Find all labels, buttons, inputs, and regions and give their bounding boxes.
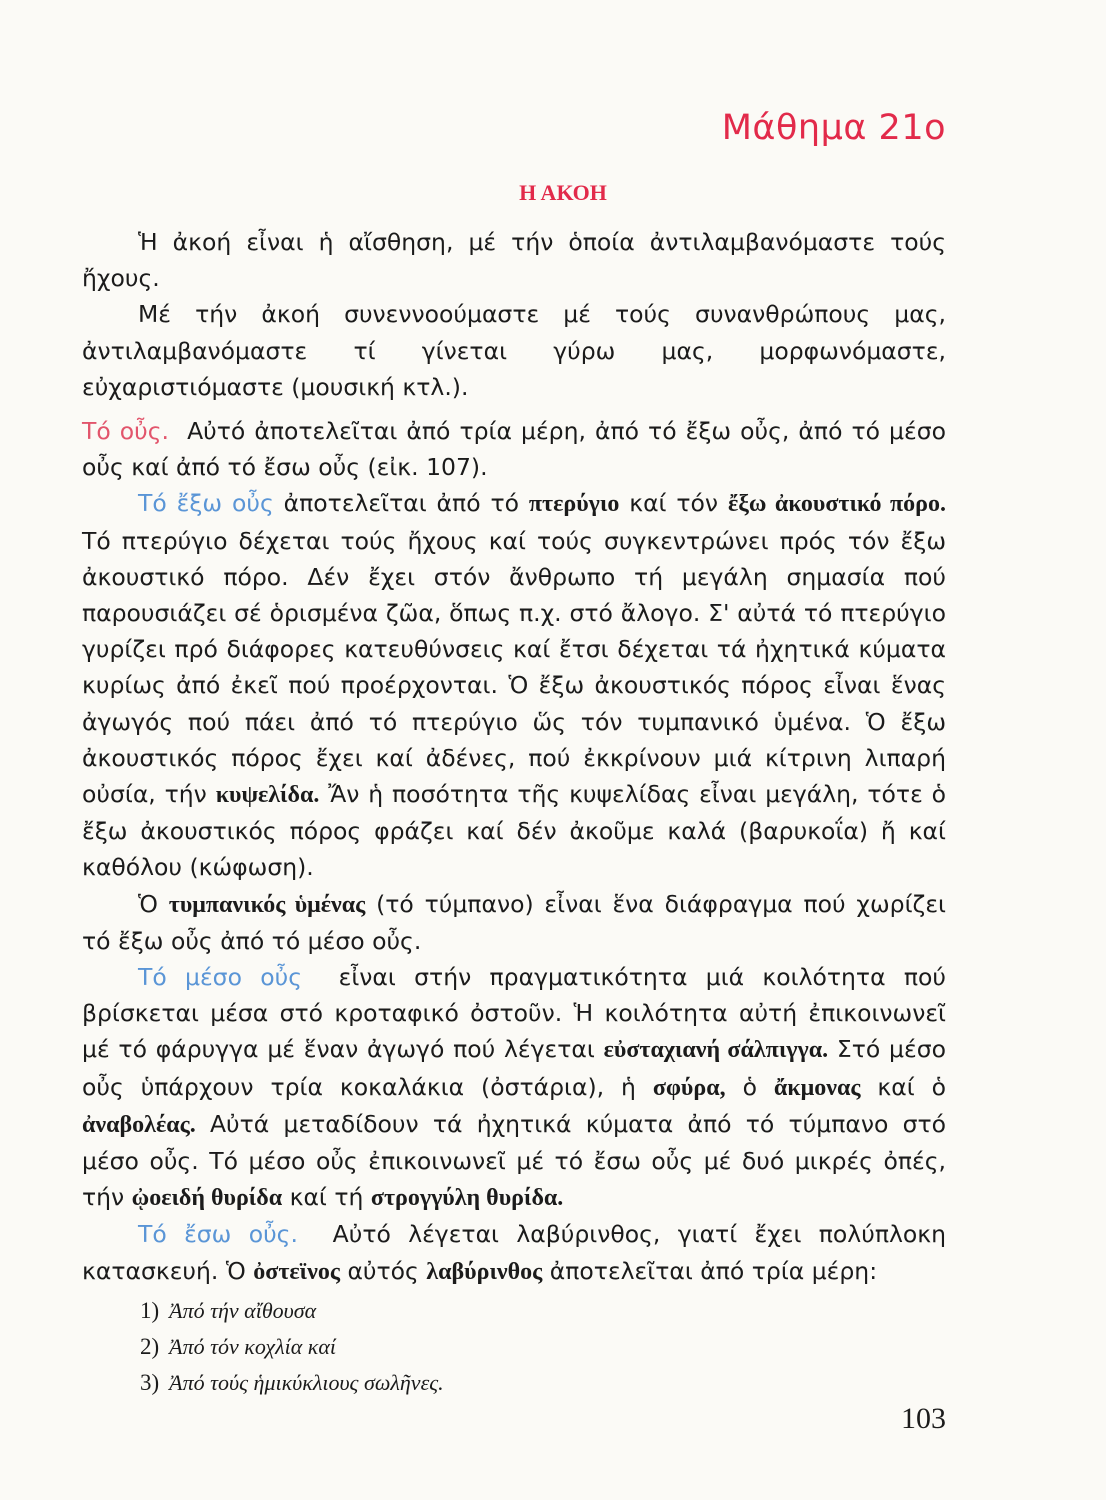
list-item [140, 1292, 946, 1328]
outer-text-4: Ἄν ἡ ποσότητα τῆς κυψελίδας εἶναι μεγάλη, τότε ὁ ἔξω ἀκουστικός πόρος φράζει καί δέν ἀκοῦμε καλά (βαρυκοΐα) ἤ καί καθόλου (κώφωση). [82, 780, 947, 882]
middle-text-6: καί τή [289, 1183, 364, 1212]
main-text [82, 224, 946, 1400]
list-number: 2) [140, 1333, 160, 1359]
term-eustachian-tube: εὐσταχιανή σάλπιγγα. [603, 1037, 829, 1064]
term-oval-window: ᾠοειδή θυρίδα [131, 1185, 283, 1212]
middle-ear-heading: Τό μέσο οὖς [138, 963, 303, 992]
lesson-number: Μάθημα 21ο [721, 108, 946, 148]
term-incus: ἄκμονας [773, 1074, 861, 1101]
intro-paragraph-1: Ἡ ἀκοή εἶναι ἡ αἴσθηση, μέ τήν ὁποία ἀντιλαμβανόμαστε τούς ἤχους. [82, 228, 946, 293]
inner-text-2: αὐτός [347, 1256, 419, 1285]
list-item-text: Ἀπό τούς ἡμικύκλιους σωλῆνες. [169, 1369, 444, 1395]
term-eardrum: τυμπανικός ὑμένας [168, 891, 366, 918]
inner-ear-heading: Τό ἔσω οὖς. [138, 1220, 298, 1249]
middle-text-1: εἶναι στήν πραγματικότητα μιά κοιλότητα πού βρίσκεται μέσα στό κροταφικό ὀστοῦν. Ἡ κοιλότητα αὐτή ἐπικοινωνεῖ μέ τό φάρυγγα μέ ἕναν ἀγωγό πού λέγεται [82, 963, 946, 1064]
list-item-text: Ἀπό τήν αἴθουσα [169, 1297, 317, 1323]
middle-text-4: καί ὁ [877, 1072, 946, 1101]
list-item [140, 1328, 946, 1364]
outer-text-2: καί τόν [629, 489, 719, 518]
eardrum-text-1: Ὁ [138, 889, 158, 918]
middle-ear-paragraph [82, 959, 946, 1216]
eardrum-paragraph [82, 886, 946, 959]
term-pinna: πτερύγιο [528, 491, 620, 518]
middle-text-3: ὁ [742, 1072, 757, 1101]
inner-ear-paragraph [82, 1216, 946, 1289]
eardrum-text-2: (τό τύμπανο) εἶναι ἕνα διάφραγμα πού χωρίζει τό ἔξω οὖς ἀπό τό μέσο οὖς. [82, 889, 946, 955]
outer-text-3: Τό πτερύγιο δέχεται τούς ἤχους καί τούς συγκεντρώνει πρός τόν ἔξω ἀκουστικό πόρο. Δέν ἔχει στόν ἄνθρωπο τή μεγάλη σημασία πού παρουσιάζει σέ ὁρισμένα ζῶα, ὅπως π.χ. στό ἄλογο. Σ' αὐτά τό πτερύγιο γυρίζει πρό διάφορες κατευθύνσεις καί ἔτσι δέχεται τά ἠχητικά κύματα κυρίως ἀπό ἐκεῖ πού προέρχονται. Ὁ ἔξω ἀκουστικός πόρος εἶναι ἕνας ἀγωγός πού πάει ἀπό τό πτερύγιο ὥς τόν τυμπανικό ὑμένα. Ὁ ἔξω ἀκουστικός πόρος ἔχει καί ἀδένες, πού ἐκκρίνουν μιά κίτρινη λιπαρή οὐσία, τήν [82, 526, 946, 809]
term-malleus: σφύρα, [652, 1074, 726, 1101]
term-round-window: στρογγύλη θυρίδα. [370, 1185, 564, 1212]
outer-ear-heading: Τό ἔξω οὖς [138, 489, 274, 518]
term-ear-canal: ἔξω ἀκουστικό πόρο. [727, 491, 946, 518]
ear-text: Αὐτό ἀποτελεῖται ἀπό τρία μέρη, ἀπό τό ἔξω οὖς, ἀπό τό μέσο οὖς καί ἀπό τό ἔσω οὖς (εἰκ. 107). [82, 417, 946, 482]
ear-paragraph [82, 413, 946, 485]
list-item [140, 1364, 946, 1400]
term-bony: ὀστεϊνος [253, 1258, 340, 1285]
ear-heading: Τό οὖς. [82, 417, 170, 446]
list-number: 3) [140, 1369, 160, 1395]
outer-text-1: ἀποτελεῖται ἀπό τό [283, 489, 519, 518]
term-earwax: κυψελίδα. [215, 782, 320, 809]
labyrinth-parts-list [82, 1292, 946, 1400]
page-title: Η ΑΚΟΗ [519, 180, 607, 205]
intro-paragraph-2: Μέ τήν ἀκοή συνεννοούμαστε μέ τούς συνανθρώπους μας, ἀντιλαμβανόμαστε τί γίνεται γύρω μας, μορφωνόμαστε, εὐχαριστιόμαστε (μουσική κτλ.). [82, 300, 946, 401]
middle-text-2: Στό μέσο οὖς ὑπάρχουν τρία κοκαλάκια (ὀστάρια), ἡ [82, 1035, 946, 1101]
list-number: 1) [140, 1297, 160, 1323]
outer-ear-paragraph [82, 485, 946, 885]
term-stapes: ἀναβολέας. [82, 1111, 196, 1138]
page-number: 103 [901, 1402, 946, 1435]
middle-text-5: Αὐτά μεταδίδουν τά ἠχητικά κύματα ἀπό τό τύμπανο στό μέσο οὖς. Τό μέσο οὖς ἐπικοινωνεῖ μέ τό ἔσω οὖς μέ δυό μικρές ὀπές, τήν [82, 1109, 946, 1212]
inner-text-1: Αὐτό λέγεται λαβύρινθος, γιατί ἔχει πολύπλοκη κατασκευή. Ὁ [82, 1220, 946, 1285]
list-item-text: Ἀπό τόν κοχλία καί [169, 1333, 336, 1359]
inner-text-3: ἀποτελεῖται ἀπό τρία μέρη: [549, 1256, 878, 1285]
term-labyrinth: λαβύρινθος [426, 1258, 543, 1285]
